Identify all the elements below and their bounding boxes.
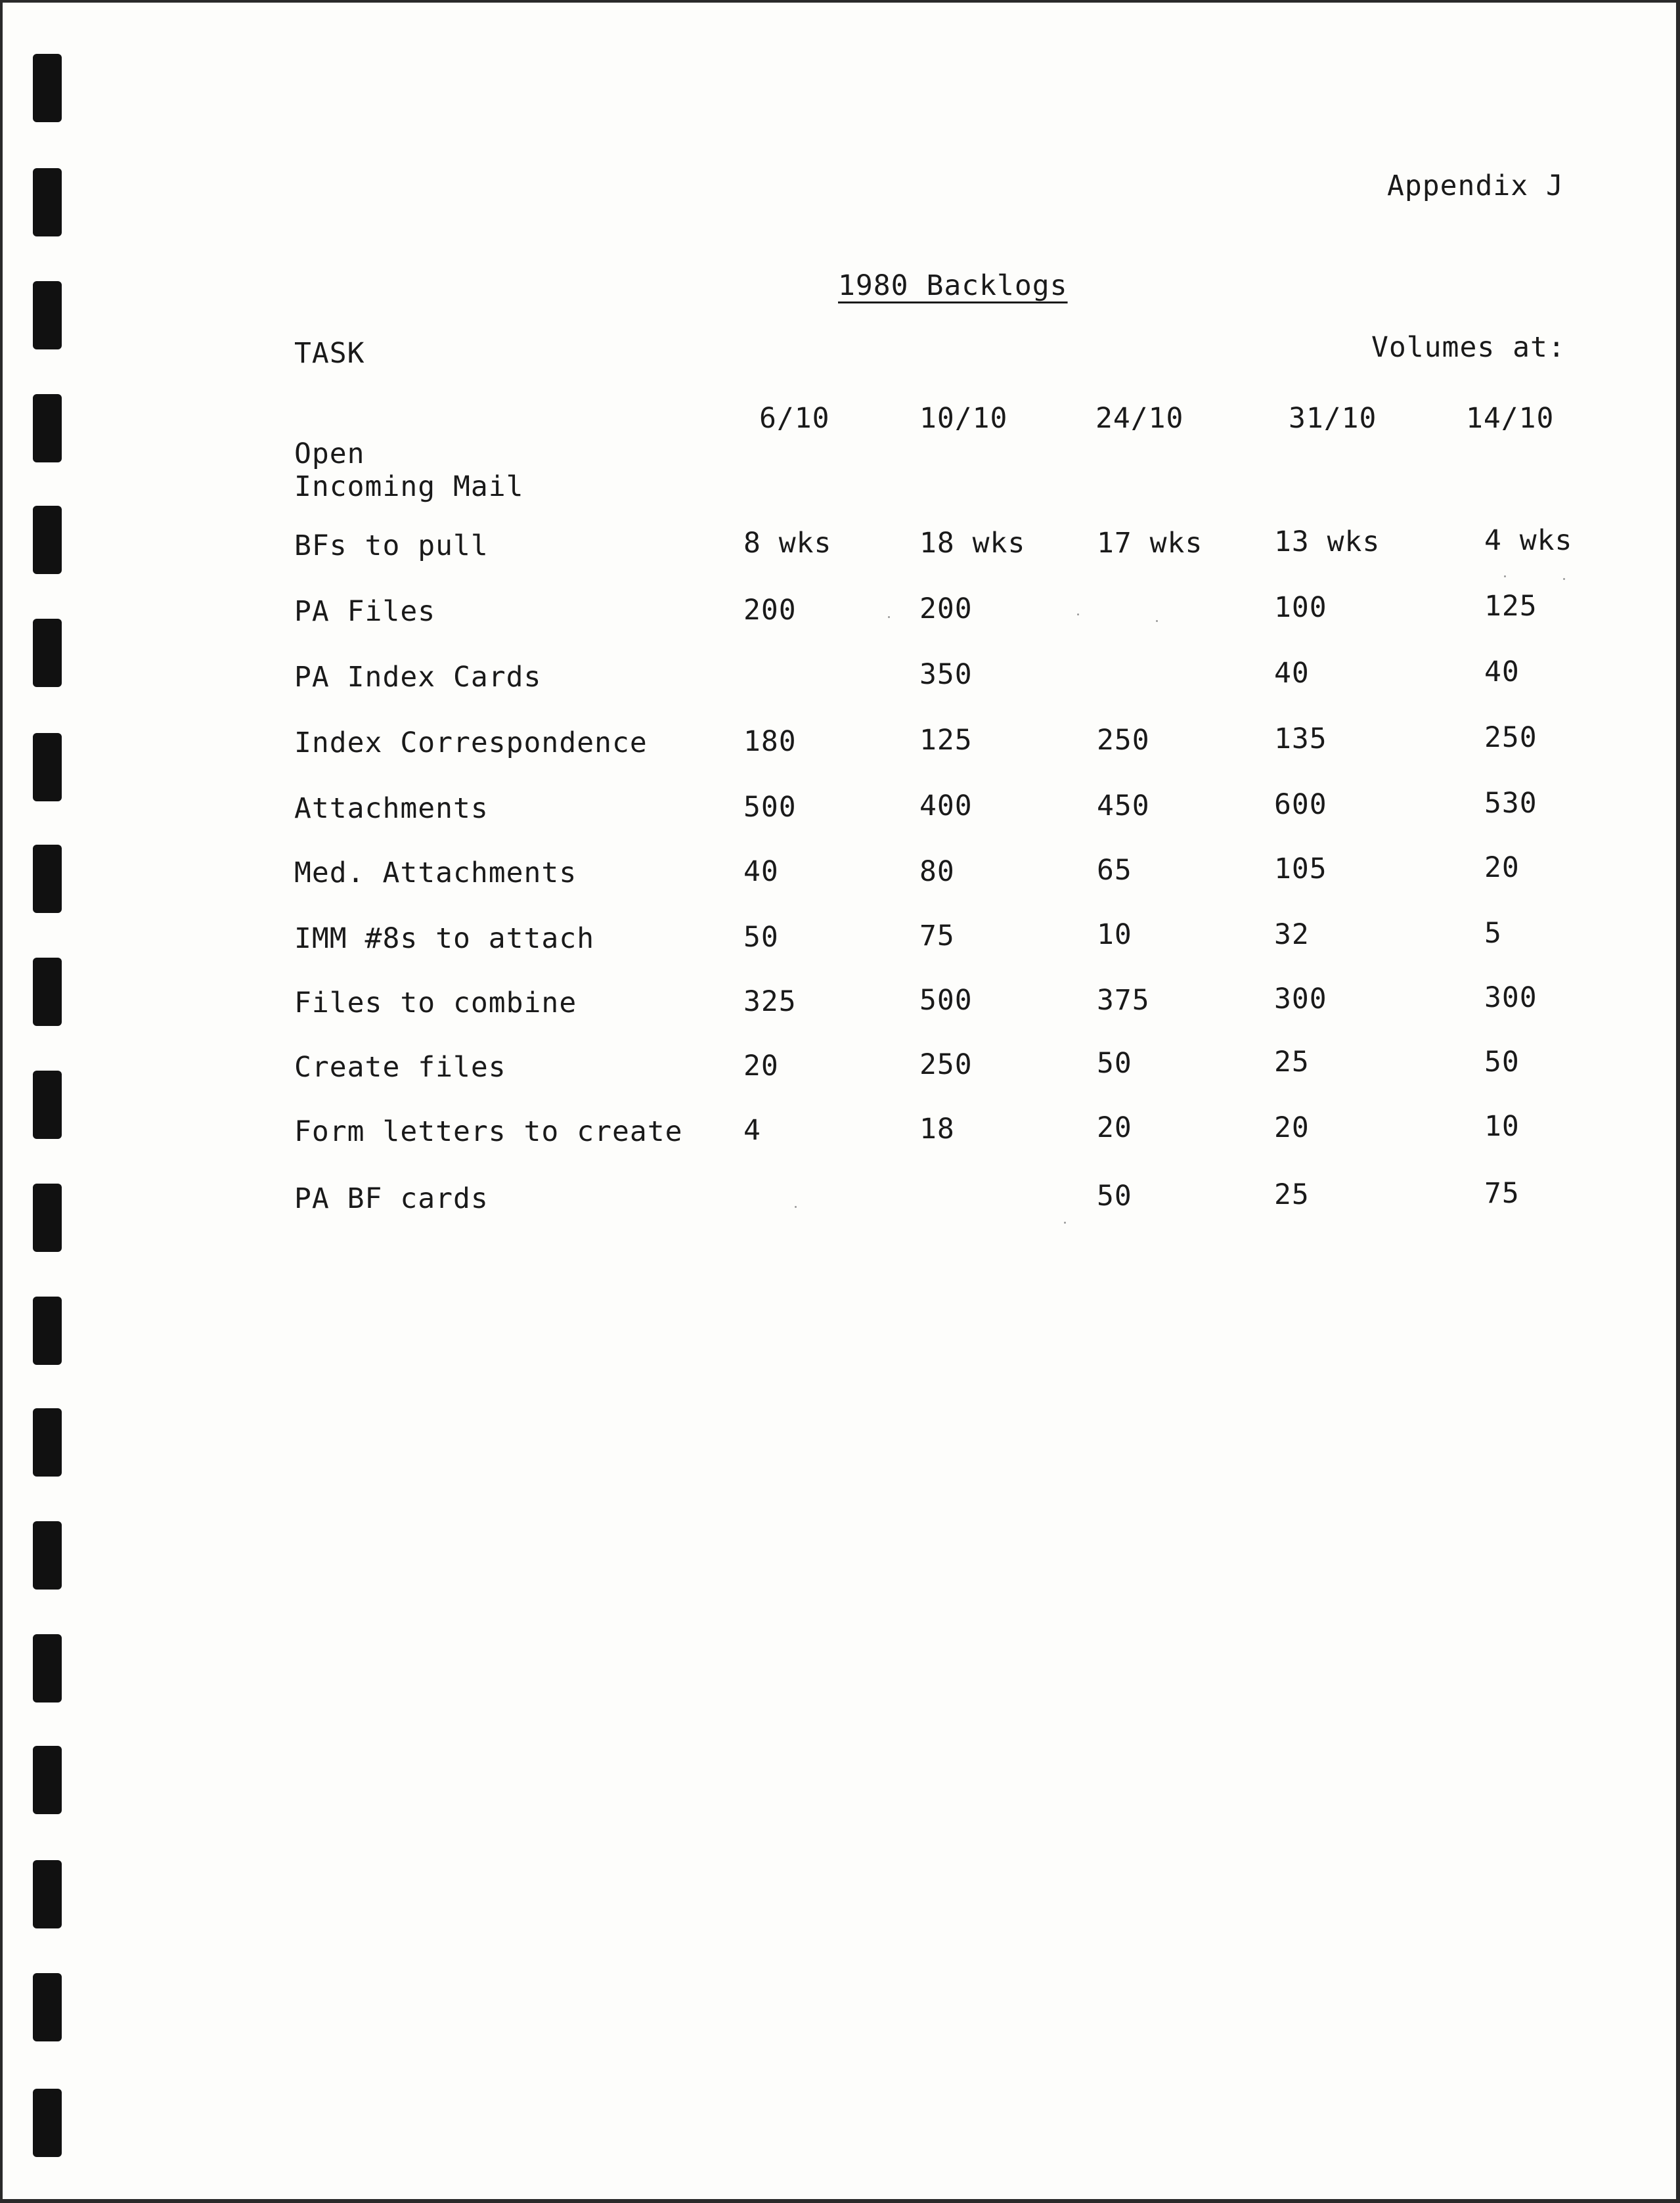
table-cell: 325 — [743, 985, 797, 1018]
appendix-label: Appendix J — [1387, 169, 1564, 202]
binder-hole — [33, 958, 62, 1026]
page-edge-left — [0, 0, 3, 2203]
table-cell: 450 — [1097, 790, 1150, 822]
task-label: Med. Attachments — [294, 857, 577, 889]
table-cell: 400 — [919, 790, 973, 822]
table-cell: 17 wks — [1097, 527, 1203, 560]
table-cell: 200 — [743, 594, 797, 627]
table-cell: 5 — [1484, 917, 1502, 950]
binder-hole — [33, 1746, 62, 1814]
table-cell: 25 — [1274, 1046, 1310, 1079]
binder-hole — [33, 1297, 62, 1365]
table-cell: 20 — [743, 1050, 779, 1082]
task-label: PA Files — [294, 595, 436, 628]
binder-hole — [33, 168, 62, 236]
binder-hole — [33, 733, 62, 801]
binder-hole — [33, 394, 62, 462]
open-label-line: Open — [294, 437, 365, 470]
binder-hole — [33, 1408, 62, 1477]
table-cell: 40 — [1274, 657, 1310, 690]
table-cell: 65 — [1097, 854, 1132, 887]
table-cell: 18 — [919, 1113, 955, 1146]
table-cell: 18 wks — [919, 527, 1026, 560]
table-cell: 10 — [1097, 918, 1132, 951]
table-cell: 250 — [1484, 721, 1537, 754]
binder-hole — [33, 1860, 62, 1928]
table-cell: 250 — [919, 1048, 973, 1081]
table-cell: 50 — [1097, 1047, 1132, 1080]
table-cell: 40 — [1484, 656, 1520, 688]
task-label: Files to combine — [294, 987, 577, 1019]
table-cell: 75 — [1484, 1177, 1520, 1210]
binder-hole — [33, 1071, 62, 1139]
task-label: Form letters to create — [294, 1115, 683, 1148]
binder-hole — [33, 845, 62, 913]
table-cell: 50 — [1484, 1046, 1520, 1079]
open-incoming-mail-label — [294, 437, 524, 503]
table-cell: 300 — [1484, 981, 1537, 1014]
table-cell: 20 — [1097, 1111, 1132, 1144]
binder-hole — [33, 54, 62, 122]
task-label: PA BF cards — [294, 1182, 489, 1215]
scan-speck — [888, 616, 890, 618]
table-cell: 20 — [1484, 851, 1520, 884]
task-label: Create files — [294, 1051, 506, 1084]
table-cell: 105 — [1274, 853, 1327, 885]
task-column-header: TASK — [294, 337, 365, 370]
table-cell: 8 wks — [743, 527, 832, 560]
table-cell: 350 — [919, 658, 973, 691]
document-title: 1980 Backlogs — [838, 269, 1068, 302]
table-cell: 50 — [1097, 1180, 1132, 1213]
binder-hole — [33, 1521, 62, 1590]
table-cell: 250 — [1097, 724, 1150, 757]
table-cell: 600 — [1274, 788, 1327, 821]
table-cell: 125 — [919, 724, 973, 757]
page-edge-right — [1676, 0, 1680, 2203]
table-cell: 20 — [1274, 1111, 1310, 1144]
table-cell: 50 — [743, 921, 779, 954]
table-cell: 4 — [743, 1114, 761, 1147]
date-column-header: 6/10 — [759, 402, 830, 435]
task-label: IMM #8s to attach — [294, 922, 595, 955]
task-label: Index Correspondence — [294, 726, 648, 759]
table-cell: 75 — [919, 920, 955, 952]
task-label: BFs to pull — [294, 529, 489, 562]
volumes-header: Volumes at: — [1371, 331, 1566, 364]
binder-hole — [33, 1973, 62, 2041]
binder-hole — [33, 281, 62, 349]
table-cell: 40 — [743, 855, 779, 888]
scan-speck — [1064, 1222, 1066, 1224]
scan-speck — [1077, 613, 1079, 615]
table-cell: 300 — [1274, 983, 1327, 1015]
table-cell: 100 — [1274, 591, 1327, 624]
scan-speck — [1563, 578, 1565, 580]
table-cell: 530 — [1484, 787, 1537, 820]
task-label: PA Index Cards — [294, 661, 542, 694]
page-edge-bottom — [0, 2199, 1680, 2203]
date-column-header: 14/10 — [1466, 402, 1555, 435]
scan-speck — [795, 1206, 797, 1208]
table-cell: 125 — [1484, 590, 1537, 623]
table-cell: 80 — [919, 855, 955, 888]
table-cell: 32 — [1274, 918, 1310, 951]
binder-hole — [33, 1184, 62, 1252]
binder-hole — [33, 619, 62, 687]
binder-holes — [33, 0, 66, 2203]
table-cell: 4 wks — [1484, 524, 1573, 557]
date-column-header: 31/10 — [1289, 402, 1377, 435]
binder-hole — [33, 2089, 62, 2157]
scan-speck — [1156, 620, 1158, 622]
date-column-header: 24/10 — [1095, 402, 1184, 435]
table-cell: 10 — [1484, 1110, 1520, 1143]
table-cell: 500 — [919, 984, 973, 1017]
open-label-line: Incoming Mail — [294, 470, 524, 503]
table-cell: 500 — [743, 791, 797, 824]
date-column-header: 10/10 — [919, 402, 1008, 435]
table-cell: 180 — [743, 725, 797, 758]
binder-hole — [33, 506, 62, 574]
table-cell: 135 — [1274, 723, 1327, 755]
task-label: Attachments — [294, 792, 489, 825]
table-cell: 375 — [1097, 984, 1150, 1017]
scan-speck — [1504, 575, 1506, 577]
binder-hole — [33, 1634, 62, 1702]
table-cell: 13 wks — [1274, 525, 1381, 558]
table-cell: 200 — [919, 592, 973, 625]
table-cell: 25 — [1274, 1178, 1310, 1211]
page-edge — [0, 0, 1680, 3]
